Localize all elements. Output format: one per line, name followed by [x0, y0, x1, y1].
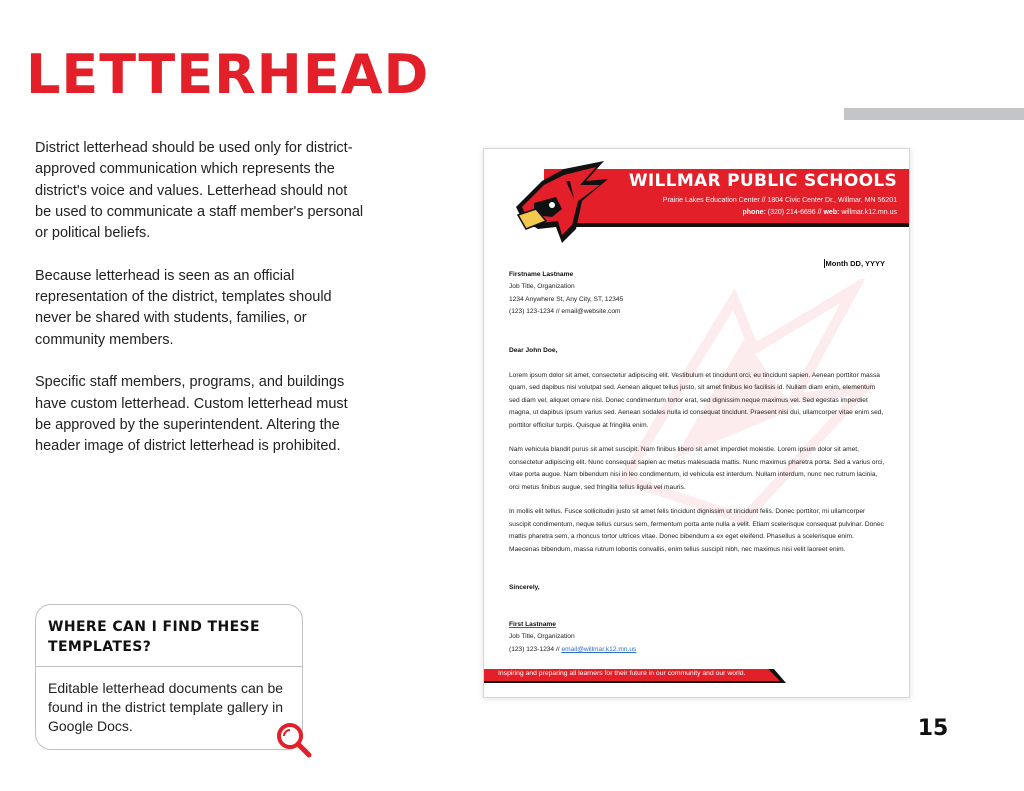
- recipient-address: 1234 Anywhere St, Any City, ST, 12345: [509, 295, 624, 303]
- page-number: 15: [917, 716, 949, 741]
- signature-phone: (123) 123-1234: [509, 645, 555, 653]
- letter-body: [509, 370, 885, 568]
- letterhead-footer-tagline: Inspiring and preparing all learners for their future in our community and our world.: [498, 670, 746, 677]
- signature-block: [509, 619, 885, 656]
- cardinal-mascot-icon: [512, 159, 612, 245]
- letter-date: Month DD, YYYY: [825, 259, 885, 268]
- page-title: LETTERHEAD: [26, 43, 430, 106]
- templates-info-box: [35, 604, 303, 750]
- info-box-text: Editable letterhead documents can be found in the district template gallery in Google Docs.: [48, 680, 284, 734]
- letter-paragraph: In mollis elit tellus. Fusce sollicitudin justo sit amet felis tincidunt dignissim ut tincidunt felis. Donec porttitor, mi ullamcorper suscipit condimentum, neque tellus cursus sem, fermentum porta ante nulla a velit. Etiam scelerisque consequat pulvinar. Donec mattis pharetra sem, a rhoncus tortor ultrices vitae. Donec bibendum a ex eget eleifend. Phasellus a scelerisque enim. Maecenas bibendum, massa rutrum lobortis convallis, enim tellus suscipit nibh, nec maximus nisi velit laoreet enim.: [509, 508, 884, 553]
- recipient-block: [509, 269, 885, 319]
- letterhead-contact: phone: (320) 214-6696 // web: willmar.k12.mn.us: [742, 209, 897, 216]
- recipient-title: Job Title, Organization: [509, 283, 575, 291]
- phone-value: (320) 214-6696: [767, 209, 816, 216]
- letter-closing: Sincerely,: [509, 584, 540, 591]
- recipient-name: Firstname Lastname: [509, 271, 574, 278]
- signature-title: Job Title, Organization: [509, 633, 575, 641]
- decorative-gray-bar: [844, 108, 1024, 120]
- paragraph-custom: Specific staff members, programs, and buildings have custom letterhead. Custom letterhead must be approved by the superintendent. Altering the header image of district letterhead is prohibited.: [35, 374, 348, 455]
- paragraph-usage: District letterhead should be used only for district-approved communication which represents the district's voice and values. Letterhead should not be used to communicate a staff member's personal or political beliefs.: [35, 140, 364, 242]
- info-box-heading: WHERE CAN I FIND THESE TEMPLATES?: [36, 605, 302, 667]
- letterhead-address: Prairie Lakes Education Center // 1804 Civic Center Dr., Willmar, MN 56201: [662, 197, 897, 204]
- magnifier-icon: [274, 720, 314, 760]
- paragraph-sharing: Because letterhead is seen as an official representation of the district, templates should never be shared with students, families, or community members.: [35, 267, 332, 348]
- signature-email-link[interactable]: email@willmar.k12.mn.us: [561, 645, 637, 653]
- body-copy: [35, 138, 365, 479]
- signature-name: First Lastname: [509, 621, 556, 628]
- phone-label: phone:: [742, 209, 766, 216]
- signature-separator: //: [555, 645, 560, 653]
- web-value: willmar.k12.mn.us: [841, 209, 897, 216]
- letter-paragraph: Nam vehicula blandit purus sit amet suscipit. Nam finibus libero sit amet imperdiet molestie. Lorem ipsum dolor sit amet, consectetur adipiscing elit. Nunc consequat sapien ac metus malesuada mattis. Nunc maximus pharetra porta. Sed a varius orci, vitae porta augue. Nam bibendum nisi in leo condimentum, id vehicula est interdum. Nullam interdum, nunc nec rutrum lacinia, orci metus finibus augue, sed fringilla tellus ligula vel mauris.: [509, 446, 885, 491]
- recipient-contact: (123) 123-1234 // email@website.com: [509, 308, 621, 316]
- letter-salutation: Dear John Doe,: [509, 347, 558, 354]
- letterhead-preview: [483, 148, 910, 698]
- signature-contact: [509, 644, 885, 656]
- letter-paragraph: Lorem ipsum dolor sit amet, consectetur adipiscing elit. Vestibulum et tincidunt orci, eu tincidunt sapien. Aenean porttitor massa quam, sed dapibus nisi volutpat sed. Aenean aliquet tellus justo, sit amet finibus leo facilisis id. Nullam diam enim, elementum sed diam vel, aliquet ornare nisl. Donec condimentum tortor erat, sed dignissim neque maximus vel. Sed egestas imperdiet magna, ut dapibus ipsum varius sed. Aenean sodales nulla id consequat tincidunt. Praesent nisi dui, ullamcorper vitae enim sed, porttitor efficitur turpis. Quisque at fringilla enim.: [509, 372, 884, 429]
- web-label: web:: [823, 209, 840, 216]
- letterhead-school-name: WILLMAR PUBLIC SCHOOLS: [628, 171, 897, 191]
